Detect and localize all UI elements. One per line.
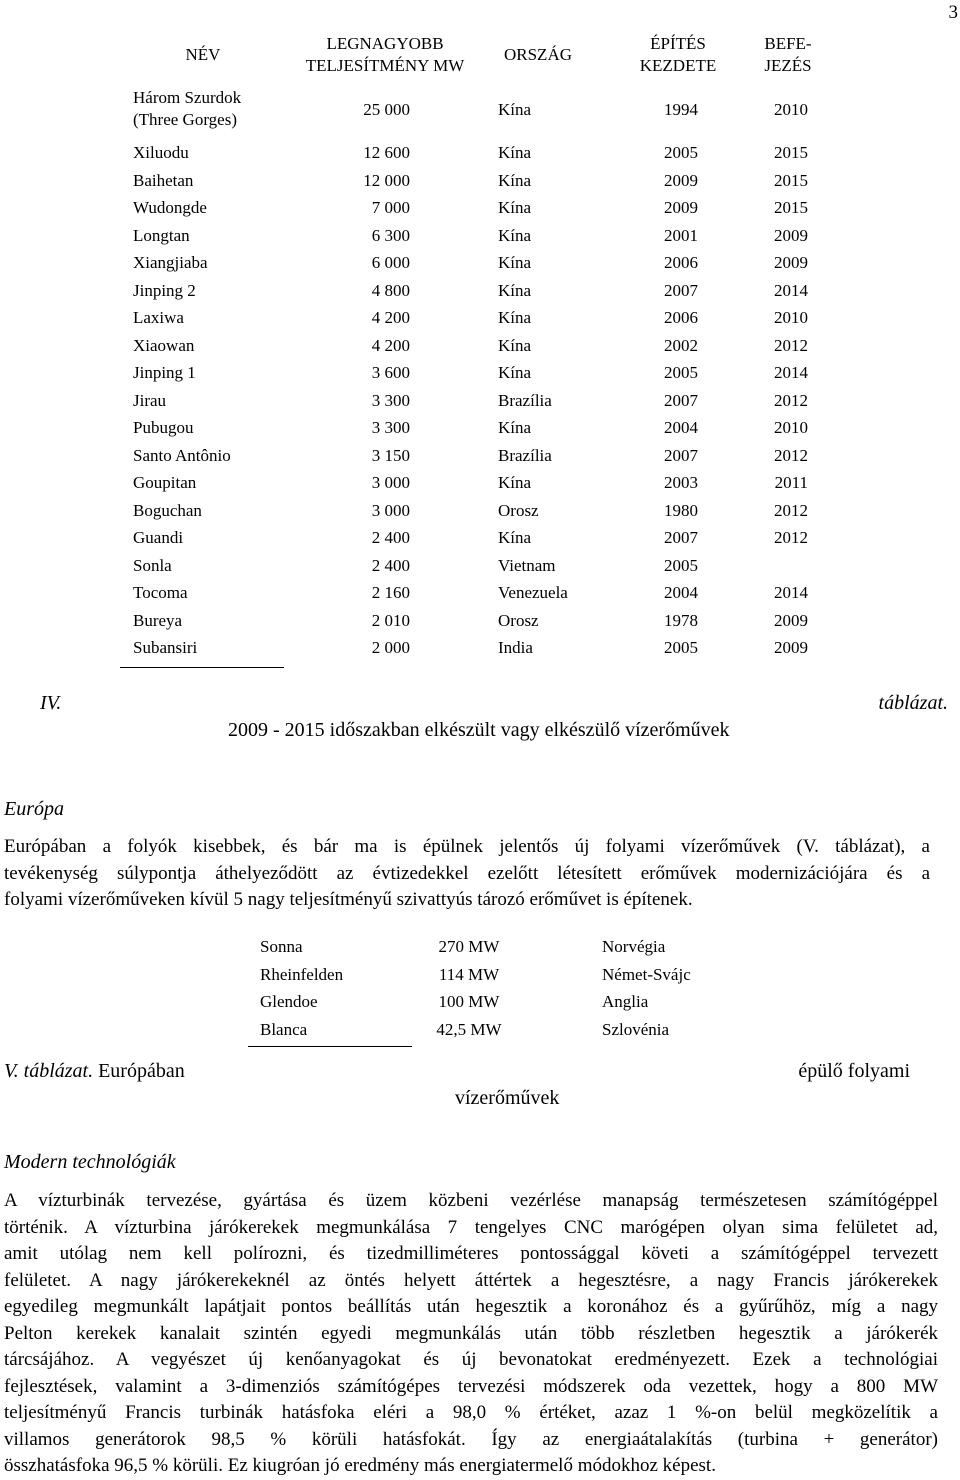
cell-name-line2: (Three Gorges)	[133, 110, 238, 129]
paragraph-line: tárcsájához. A vegyészet új kenőanyagokat és új bevonatokat eredményezett. Ezek a technológiai	[4, 1349, 938, 1370]
header-start	[620, 33, 736, 77]
table-v-rule	[248, 1046, 412, 1047]
paragraph-line: történik. A vízturbina járókerekek megmunkálása 7 tengelyes CNC marógépen olyan sima felületet ad,	[4, 1216, 938, 1238]
cell-capacity: 6 300	[371, 225, 410, 245]
cell-country: Kína	[498, 143, 532, 162]
table-row	[0, 281, 960, 308]
cell-name-line1: Három Szurdok	[133, 88, 242, 107]
cell-end: 2012	[774, 445, 808, 465]
cell-country: Venezuela	[498, 583, 568, 602]
cell-capacity: 270 MW	[438, 937, 500, 956]
cell-capacity: 12 000	[363, 170, 410, 190]
cell-end: 2015	[774, 170, 808, 190]
cell-country: India	[498, 638, 533, 657]
paragraph-line: villamos generátorok 98,5 % körüli hatásfokát. Így az energiaátalakítás (turbina + generátor)	[4, 1428, 938, 1450]
cell-country: Orosz	[498, 500, 539, 520]
cell-capacity: 3 300	[371, 390, 410, 410]
cell-name: Xiangjiaba	[133, 253, 208, 272]
cell-name: Santo Antônio	[133, 445, 231, 465]
cell-capacity: 2 010	[371, 610, 410, 630]
table-row	[0, 308, 960, 335]
header-capacity-line1: LEGNAGYOBB	[326, 34, 444, 53]
table-row	[0, 253, 960, 280]
cell-capacity: 2 000	[371, 638, 410, 657]
table-row	[0, 171, 960, 198]
cell-country: Anglia	[602, 992, 649, 1011]
cell-start: 2004	[664, 418, 698, 437]
cell-name: Jinping 2	[133, 280, 196, 300]
table-row	[0, 363, 960, 390]
cell-country: Kína	[498, 198, 532, 217]
cell-name: Pubugou	[133, 418, 194, 437]
cell-start: 2007	[664, 528, 698, 547]
table-row	[0, 1020, 960, 1047]
cell-end: 2009	[774, 638, 808, 657]
cell-start: 2007	[664, 280, 698, 300]
cell-country: Norvégia	[602, 937, 666, 956]
cell-country: Brazília	[498, 390, 552, 410]
cell-country: Kína	[498, 225, 532, 245]
cell-country: Kína	[498, 335, 532, 355]
cell-end: 2011	[774, 473, 808, 492]
cell-start: 2004	[664, 583, 698, 602]
cell-capacity: 4 200	[371, 335, 410, 355]
cell-end: 2012	[774, 500, 808, 520]
cell-start: 2005	[664, 143, 698, 162]
table-row	[0, 391, 960, 418]
cell-start: 2009	[664, 198, 698, 217]
cell-capacity: 3 000	[371, 473, 410, 492]
cell-start: 2006	[664, 308, 698, 327]
cell-capacity: 114 MW	[438, 964, 500, 984]
cell-start: 2005	[664, 363, 698, 382]
table-row	[0, 88, 960, 136]
cell-name: Blanca	[260, 1019, 308, 1039]
table-row	[0, 638, 960, 665]
paragraph-line: felületet. A nagy járókerekeknél az öntés helyett áttértek a hegesztésre, a nagy Francis járókerekek	[4, 1269, 938, 1291]
table-v-caption-left: Európában	[98, 1060, 185, 1082]
cell-capacity: 4 200	[371, 308, 410, 327]
cell-name: Goupitan	[133, 473, 197, 492]
header-end-line1: BEFE-	[764, 34, 812, 53]
cell-capacity: 2 400	[371, 528, 410, 547]
cell-end: 2012	[774, 528, 808, 547]
cell-country: Kína	[498, 253, 532, 272]
cell-start: 2005	[664, 555, 698, 575]
cell-end: 2014	[774, 363, 808, 382]
table-iv-rule	[120, 667, 284, 668]
cell-capacity: 100 MW	[438, 992, 500, 1011]
cell-name: Sonla	[133, 555, 172, 575]
cell-name: Laxiwa	[133, 308, 184, 327]
cell-name: Subansiri	[133, 638, 198, 657]
paragraph-line: A vízturbinák tervezése, gyártása és üzem közbeni vezérlése manapság természetesen számítógéppel	[4, 1190, 938, 1211]
table-row	[0, 418, 960, 445]
table-row	[0, 937, 960, 964]
cell-end: 2012	[774, 390, 808, 410]
cell-end: 2010	[774, 418, 808, 437]
cell-end: 2014	[774, 280, 808, 300]
table-row	[0, 611, 960, 638]
header-start-line1: ÉPÍTÉS	[650, 34, 706, 53]
paragraph-line: amit utólag nem kell polírozni, és tizedmilliméteres pontossággal követi a számítógéppel tervezett	[4, 1243, 938, 1264]
cell-start: 2007	[664, 445, 698, 465]
cell-name: Rheinfelden	[260, 964, 344, 984]
cell-country: Orosz	[498, 610, 539, 630]
header-name: NÉV	[185, 45, 221, 64]
paragraph-line: Pelton kerekek kanalait szintén egyedi megmunkálás után több részletben hegesztik a járókerék	[4, 1322, 938, 1344]
table-iv-caption-word: táblázat.	[878, 692, 948, 714]
cell-capacity: 2 160	[371, 583, 410, 602]
cell-name: Baihetan	[133, 170, 194, 190]
cell-capacity: 3 600	[371, 363, 410, 382]
cell-end: 2010	[774, 308, 808, 327]
section-heading-europe: Európa	[4, 798, 64, 820]
cell-start: 2006	[664, 253, 698, 272]
cell-name: Boguchan	[133, 500, 202, 520]
cell-country: Kína	[498, 280, 532, 300]
cell-name: Guandi	[133, 528, 184, 547]
cell-capacity: 25 000	[363, 100, 410, 119]
cell-country: Kína	[498, 363, 532, 382]
cell-end: 2015	[774, 143, 808, 162]
table-v-caption-right: épülő folyami	[798, 1060, 910, 1082]
cell-name: Tocoma	[133, 583, 188, 602]
table-row	[0, 336, 960, 363]
table-row	[0, 473, 960, 500]
table-iv-caption-number: IV.	[40, 692, 62, 714]
cell-capacity: 3 300	[371, 418, 410, 437]
cell-country: Kína	[498, 473, 532, 492]
header-end-line2: JEZÉS	[764, 56, 812, 75]
table-row	[0, 556, 960, 583]
cell-end: 2014	[774, 583, 808, 602]
technology-paragraph	[4, 1188, 938, 1480]
cell-end: 2009	[774, 225, 808, 245]
cell-name: Wudongde	[133, 198, 207, 217]
cell-name: Bureya	[133, 610, 183, 630]
paragraph-line: egyedileg megmunkált lapátjait pontos beállítás után hegesztik a koronához és a gyűrűhöz, míg a nagy	[4, 1296, 938, 1317]
cell-name: Glendoe	[260, 992, 318, 1011]
cell-start: 2001	[664, 225, 698, 245]
cell-end: 2012	[774, 335, 808, 355]
paragraph-line: fejlesztések, valamint a 3-dimenziós számítógépes tervezési módszerek oda vezettek, hogy a 800 MW	[4, 1375, 938, 1397]
cell-capacity: 3 000	[371, 500, 410, 520]
header-capacity-line2: TELJESÍTMÉNY MW	[305, 56, 465, 75]
cell-end: 2015	[774, 198, 808, 217]
cell-name: Jinping 1	[133, 363, 196, 382]
cell-capacity: 6 000	[371, 253, 410, 272]
table-row	[0, 198, 960, 225]
cell-capacity: 42,5 MW	[436, 1019, 502, 1039]
header-country: ORSZÁG	[503, 45, 572, 64]
table-row	[0, 583, 960, 610]
table-v-caption-number: V. táblázat.	[4, 1060, 94, 1082]
cell-country: Kína	[498, 308, 532, 327]
table-row	[0, 226, 960, 253]
cell-country: Szlovénia	[602, 1019, 670, 1039]
cell-name: Xiaowan	[133, 335, 195, 355]
header-end	[745, 33, 831, 77]
cell-end: 2009	[774, 610, 808, 630]
paragraph-line: teljesítményű Francis turbinák hatásfoka eléri a 98,0 % értéket, azaz 1 %-on belül megközelítik a	[4, 1402, 938, 1423]
cell-country: Vietnam	[498, 555, 556, 575]
cell-capacity: 12 600	[363, 143, 410, 162]
header-start-line2: KEZDETE	[639, 56, 717, 75]
cell-name: Longtan	[133, 225, 190, 245]
cell-start: 2005	[664, 638, 698, 657]
cell-capacity: 3 150	[371, 445, 410, 465]
page-number: 3	[948, 2, 958, 23]
cell-capacity: 2 400	[371, 555, 410, 575]
cell-name: Sonna	[260, 937, 303, 956]
table-v-caption	[4, 1060, 185, 1083]
cell-start: 1980	[664, 500, 698, 520]
header-capacity	[285, 33, 485, 77]
table-row	[0, 143, 960, 170]
table-v-caption-second: vízerőművek	[455, 1087, 560, 1109]
paragraph-line: folyami vízerőműveken kívül 5 nagy teljesítményű szivattyús tározó erőművet is építenek.	[4, 889, 693, 910]
cell-country: Kína	[498, 528, 532, 547]
cell-country: Német-Svájc	[602, 964, 691, 984]
cell-start: 1994	[664, 100, 698, 119]
cell-start: 2003	[664, 473, 698, 492]
table-row	[0, 992, 960, 1019]
table-row	[0, 965, 960, 992]
cell-capacity: 7 000	[371, 198, 410, 217]
cell-start: 1978	[664, 610, 698, 630]
cell-end: 2009	[774, 253, 808, 272]
table-row	[0, 528, 960, 555]
cell-start: 2007	[664, 390, 698, 410]
cell-country: Kína	[498, 170, 532, 190]
cell-country: Brazília	[498, 445, 552, 465]
table-row	[0, 446, 960, 473]
cell-name: Jirau	[133, 390, 167, 410]
europe-paragraph	[4, 834, 930, 914]
table-row	[0, 501, 960, 528]
cell-name: Xiluodu	[133, 143, 189, 162]
paragraph-line: Európában a folyók kisebbek, és bár ma is épülnek jelentős új folyami vízerőművek (V. táblázat), a	[4, 836, 930, 857]
paragraph-line: összhatásfoka 96,5 % körüli. Ez kiugróan jó eredmény más energiatermelő módokhoz képest.	[4, 1455, 716, 1476]
cell-start: 2009	[664, 170, 698, 190]
cell-country: Kína	[498, 418, 532, 437]
paragraph-line: tevékenység súlypontja áthelyeződött az évtizedekkel ezelőtt létesített erőművek modernizációjára és a	[4, 862, 930, 884]
cell-start: 2002	[664, 335, 698, 355]
section-heading-technology: Modern technológiák	[4, 1151, 176, 1173]
cell-capacity: 4 800	[371, 280, 410, 300]
table-iv-caption-text: 2009 - 2015 időszakban elkészült vagy elkészülő vízerőművek	[228, 719, 730, 741]
cell-end: 2010	[774, 100, 808, 119]
cell-country: Kína	[498, 100, 532, 119]
